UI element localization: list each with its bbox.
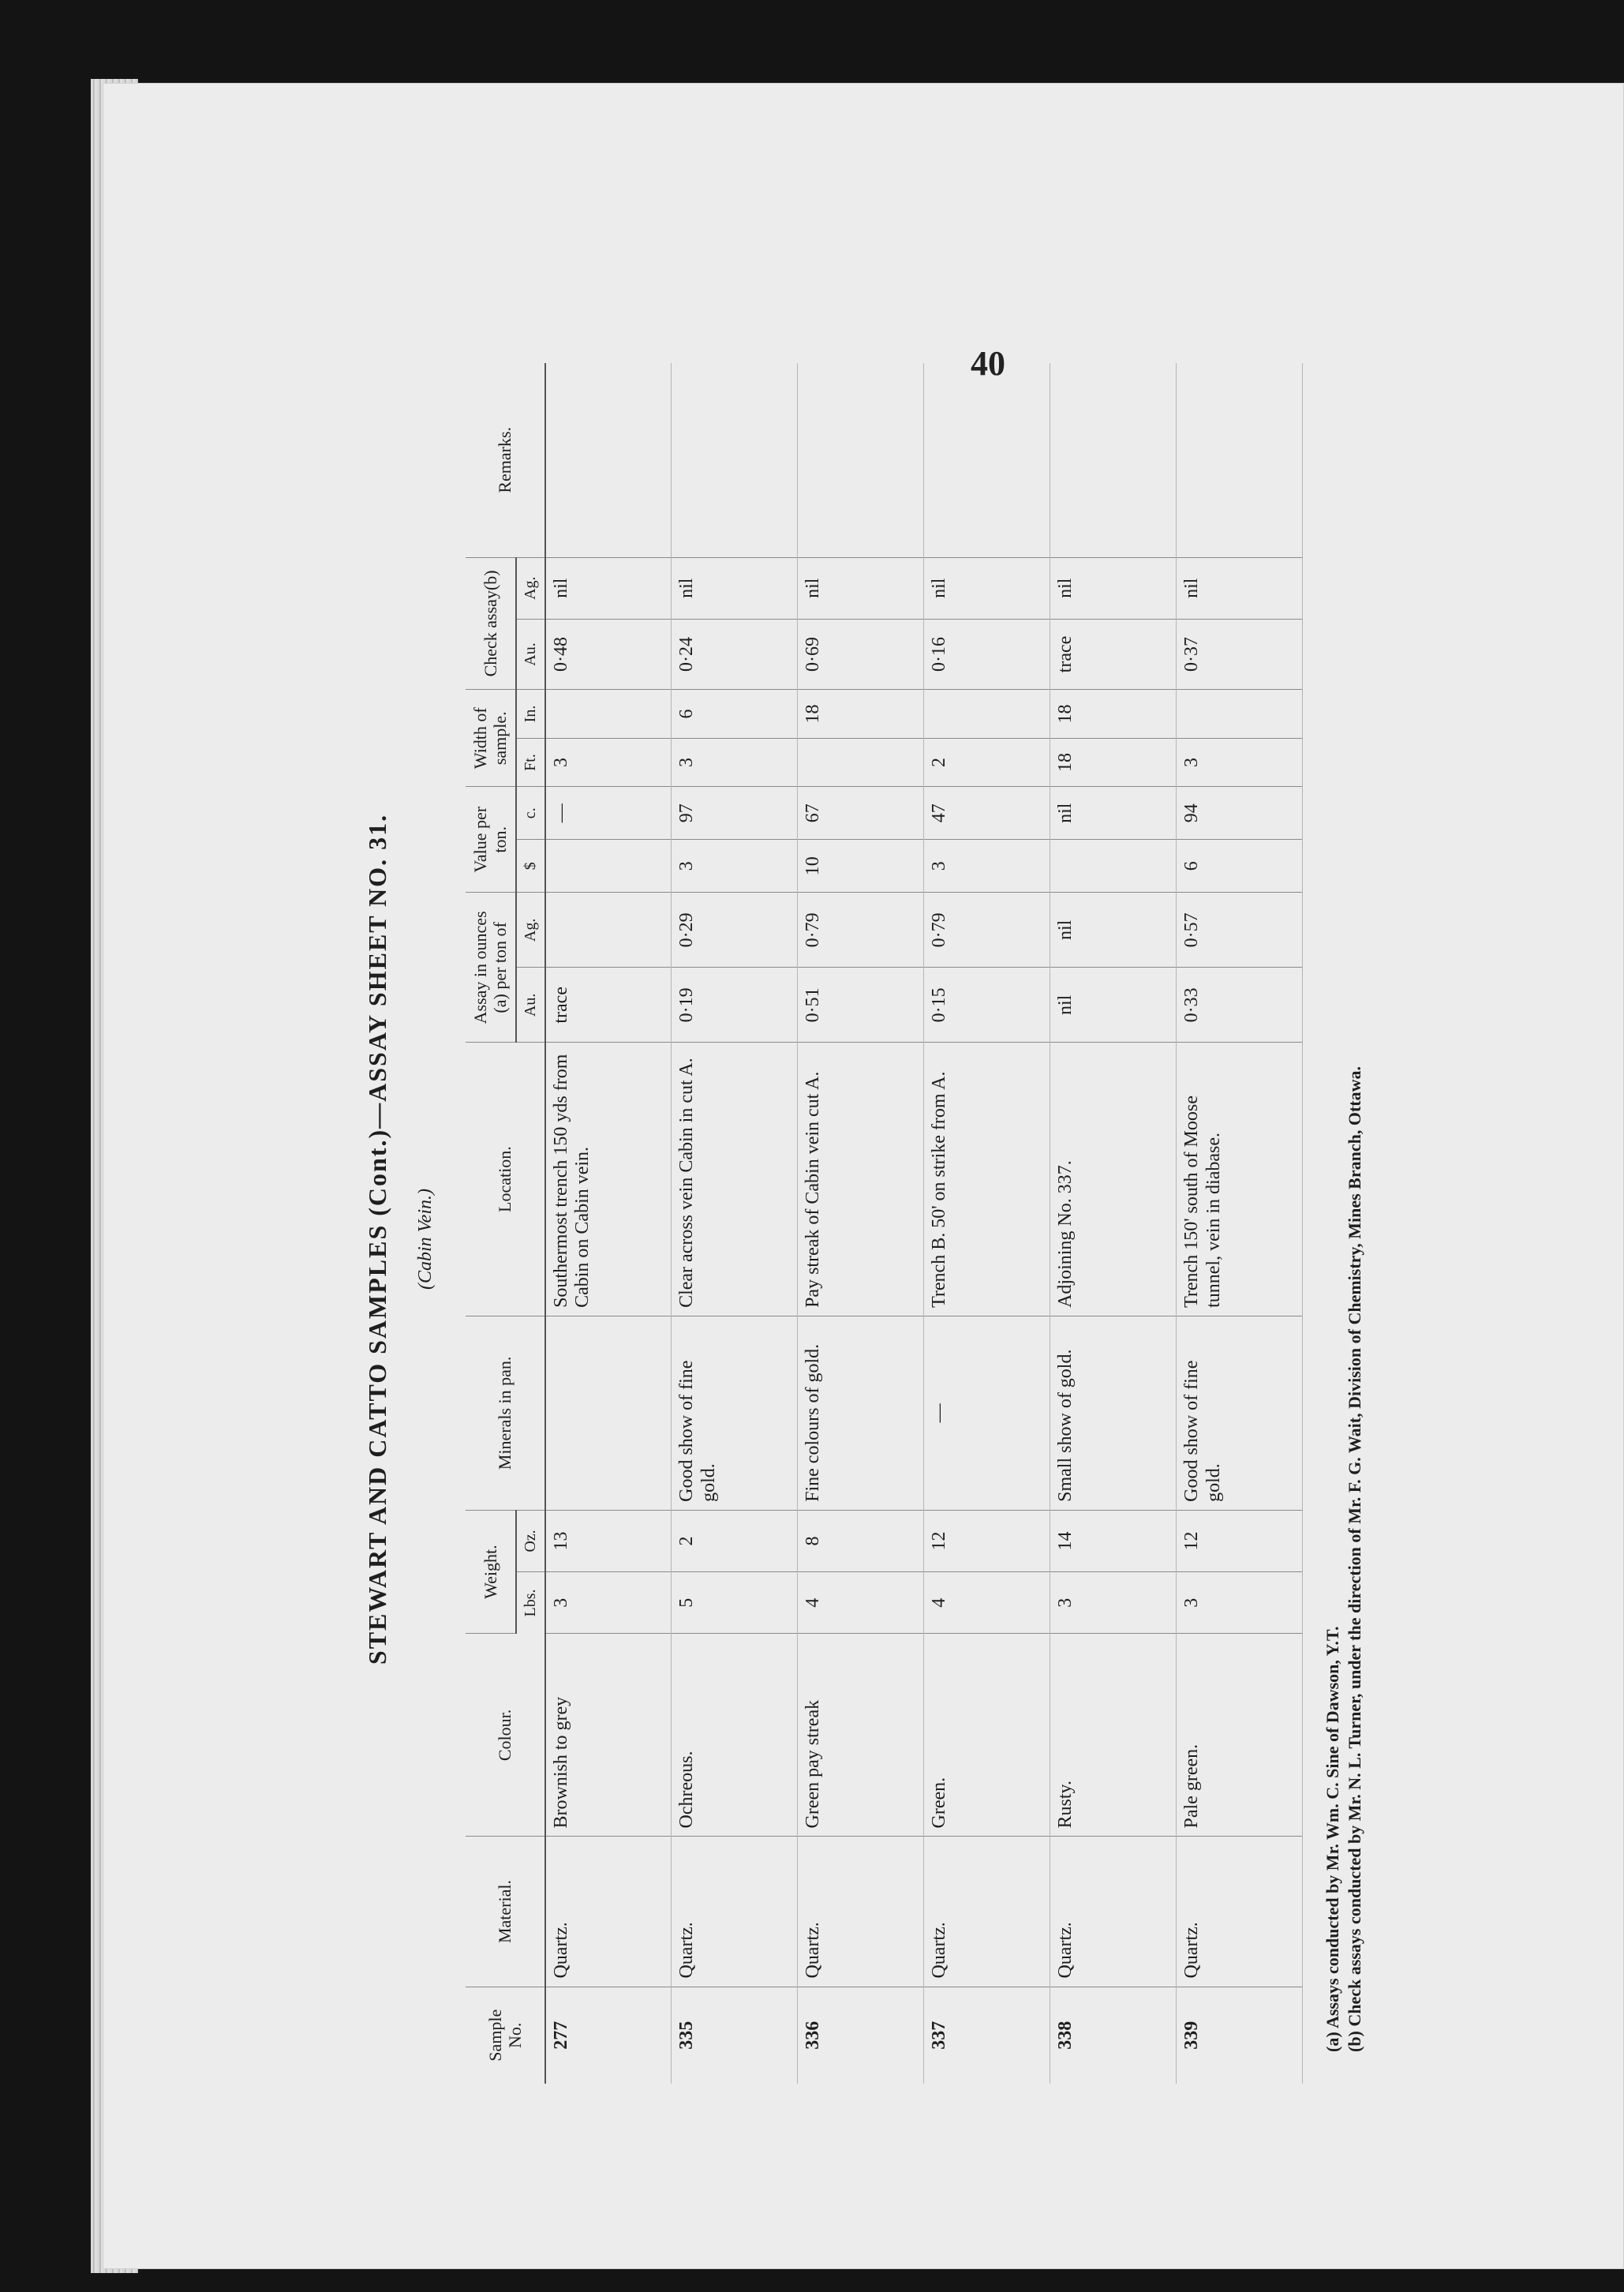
cell-width-in — [1177, 690, 1303, 738]
cell-value-dollars — [545, 840, 672, 893]
header-remarks: Remarks. — [466, 363, 545, 557]
cell-sample: 338 — [1050, 1987, 1177, 2084]
cell-width-in: 18 — [1050, 690, 1177, 738]
cell-value-dollars — [1050, 840, 1177, 893]
cell-value-dollars: 3 — [672, 840, 798, 893]
cell-value-dollars: 10 — [798, 840, 924, 893]
header-value: Value per ton. — [466, 787, 516, 893]
cell-width-in: 6 — [672, 690, 798, 738]
header-minerals: Minerals in pan. — [466, 1316, 545, 1510]
cell-remarks — [924, 363, 1050, 557]
cell-oz: 2 — [672, 1510, 798, 1571]
cell-check-ag: nil — [924, 557, 1050, 619]
cell-value-cents: 97 — [672, 787, 798, 840]
cell-assay-ag: 0·29 — [672, 893, 798, 968]
cell-material: Quartz. — [545, 1837, 672, 1987]
cell-check-ag: nil — [1177, 557, 1303, 619]
cell-check-ag: nil — [672, 557, 798, 619]
cell-width-ft: 18 — [1050, 738, 1177, 786]
cell-remarks — [672, 363, 798, 557]
cell-width-in — [924, 690, 1050, 738]
cell-sample: 337 — [924, 1987, 1050, 2084]
cell-value-cents: 67 — [798, 787, 924, 840]
cell-check-ag: nil — [1050, 557, 1177, 619]
header-check-ag: Ag. — [516, 557, 545, 619]
footnote-a: (a) Assays conducted by Mr. Wm. C. Sine of Dawson, Y.T. — [1323, 1626, 1342, 2052]
cell-lbs: 4 — [924, 1572, 1050, 1634]
cell-oz: 12 — [1177, 1510, 1303, 1571]
table-row — [545, 363, 672, 2084]
table-row — [798, 363, 924, 2084]
cell-assay-au: trace — [545, 968, 672, 1043]
cell-assay-ag: 0·79 — [924, 893, 1050, 968]
table-row — [1050, 363, 1177, 2084]
header-assay: Assay in ounces (a) per ton of — [466, 893, 516, 1043]
table-row — [1177, 363, 1303, 2084]
cell-oz: 12 — [924, 1510, 1050, 1571]
cell-check-au: 0·69 — [798, 619, 924, 689]
cell-check-au: 0·24 — [672, 619, 798, 689]
cell-width-ft: 3 — [672, 738, 798, 786]
header-assay-ag: Ag. — [516, 893, 545, 968]
cell-value-dollars: 3 — [924, 840, 1050, 893]
cell-value-cents: 47 — [924, 787, 1050, 840]
page-number: 40 — [971, 344, 1005, 383]
cell-oz: 8 — [798, 1510, 924, 1571]
cell-check-au: 0·48 — [545, 619, 672, 689]
cell-minerals: Good show of fine gold. — [1177, 1316, 1303, 1510]
cell-minerals: — — [924, 1316, 1050, 1510]
cell-oz: 14 — [1050, 1510, 1177, 1571]
cell-value-cents: — — [545, 787, 672, 840]
cell-check-au: 0·16 — [924, 619, 1050, 689]
cell-lbs: 3 — [545, 1572, 672, 1634]
cell-location: Clear across vein Cabin in cut A. — [672, 1043, 798, 1316]
cell-check-ag: nil — [545, 557, 672, 619]
cell-material: Quartz. — [1050, 1837, 1177, 1987]
cell-check-au: trace — [1050, 619, 1177, 689]
cell-assay-ag: nil — [1050, 893, 1177, 968]
cell-location: Trench B. 50' on strike from A. — [924, 1043, 1050, 1316]
cell-minerals: Good show of fine gold. — [672, 1316, 798, 1510]
cell-check-ag: nil — [798, 557, 924, 619]
header-width-in: In. — [516, 690, 545, 738]
header-check: Check assay(b) — [466, 557, 516, 690]
rotated-table-block — [347, 331, 1436, 2147]
header-check-au: Au. — [516, 619, 545, 689]
cell-colour: Rusty. — [1050, 1634, 1177, 1837]
cell-width-ft: 3 — [1177, 738, 1303, 786]
cell-remarks — [545, 363, 672, 557]
cell-sample: 339 — [1177, 1987, 1303, 2084]
cell-sample: 336 — [798, 1987, 924, 2084]
cell-width-in — [545, 690, 672, 738]
header-sample-no: Sample No. — [466, 1987, 545, 2084]
cell-colour: Brownish to grey — [545, 1634, 672, 1837]
cell-sample: 277 — [545, 1987, 672, 2084]
cell-lbs: 4 — [798, 1572, 924, 1634]
cell-assay-ag: 0·57 — [1177, 893, 1303, 968]
cell-location: Southermost trench 150 yds from Cabin on Cabin vein. — [545, 1043, 672, 1316]
header-weight: Weight. — [466, 1510, 516, 1634]
cell-material: Quartz. — [672, 1837, 798, 1987]
cell-check-au: 0·37 — [1177, 619, 1303, 689]
cell-colour: Pale green. — [1177, 1634, 1303, 1837]
header-value-cents: c. — [516, 787, 545, 840]
cell-colour: Ochreous. — [672, 1634, 798, 1837]
cell-assay-ag: 0·79 — [798, 893, 924, 968]
cell-width-ft: 2 — [924, 738, 1050, 786]
cell-minerals — [545, 1316, 672, 1510]
cell-lbs: 3 — [1177, 1572, 1303, 1634]
cell-minerals: Fine colours of gold. — [798, 1316, 924, 1510]
header-material: Material. — [466, 1837, 545, 1987]
assay-table — [466, 363, 1303, 2084]
cell-remarks — [1050, 363, 1177, 557]
cell-assay-au: 0·33 — [1177, 968, 1303, 1043]
header-location: Location. — [466, 1043, 545, 1316]
cell-sample: 335 — [672, 1987, 798, 2084]
cell-value-cents: nil — [1050, 787, 1177, 840]
cell-oz: 13 — [545, 1510, 672, 1571]
cell-colour: Green. — [924, 1634, 1050, 1837]
cell-material: Quartz. — [798, 1837, 924, 1987]
cell-value-cents: 94 — [1177, 787, 1303, 840]
cell-value-dollars: 6 — [1177, 840, 1303, 893]
footnotes — [1322, 1066, 1365, 2052]
sheet-subtitle: (Cabin Vein.) — [415, 1189, 436, 1290]
cell-remarks — [798, 363, 924, 557]
cell-width-ft: 3 — [545, 738, 672, 786]
table-row — [924, 363, 1050, 2084]
cell-assay-au: 0·51 — [798, 968, 924, 1043]
header-value-dollars: $ — [516, 840, 545, 893]
cell-assay-ag — [545, 893, 672, 968]
cell-material: Quartz. — [924, 1837, 1050, 1987]
cell-assay-au: 0·19 — [672, 968, 798, 1043]
cell-assay-au: 0·15 — [924, 968, 1050, 1043]
header-assay-au: Au. — [516, 968, 545, 1043]
cell-colour: Green pay streak — [798, 1634, 924, 1837]
cell-lbs: 3 — [1050, 1572, 1177, 1634]
cell-location: Adjoining No. 337. — [1050, 1043, 1177, 1316]
cell-assay-au: nil — [1050, 968, 1177, 1043]
cell-location: Trench 150' south of Moose tunnel, vein in diabase. — [1177, 1043, 1303, 1316]
header-oz: Oz. — [516, 1510, 545, 1571]
cell-minerals: Small show of gold. — [1050, 1316, 1177, 1510]
cell-width-in: 18 — [798, 690, 924, 738]
table-row — [672, 363, 798, 2084]
cell-width-ft — [798, 738, 924, 786]
cell-location: Pay streak of Cabin vein cut A. — [798, 1043, 924, 1316]
sheet-title: STEWART AND CATTO SAMPLES (Cont.)—ASSAY SHEET NO. 31. — [363, 813, 391, 1665]
header-width-ft: Ft. — [516, 738, 545, 786]
header-width: Width of sample. — [466, 690, 516, 787]
cell-lbs: 5 — [672, 1572, 798, 1634]
cell-material: Quartz. — [1177, 1837, 1303, 1987]
footnote-b: (b) Check assays conducted by Mr. N. L. Turner, under the direction of Mr. F. G. Wait, Division of Chemistry, Mines Branch, Ottawa. — [1344, 1066, 1364, 2052]
header-lbs: Lbs. — [516, 1572, 545, 1634]
header-colour: Colour. — [466, 1634, 545, 1837]
cell-remarks — [1177, 363, 1303, 557]
